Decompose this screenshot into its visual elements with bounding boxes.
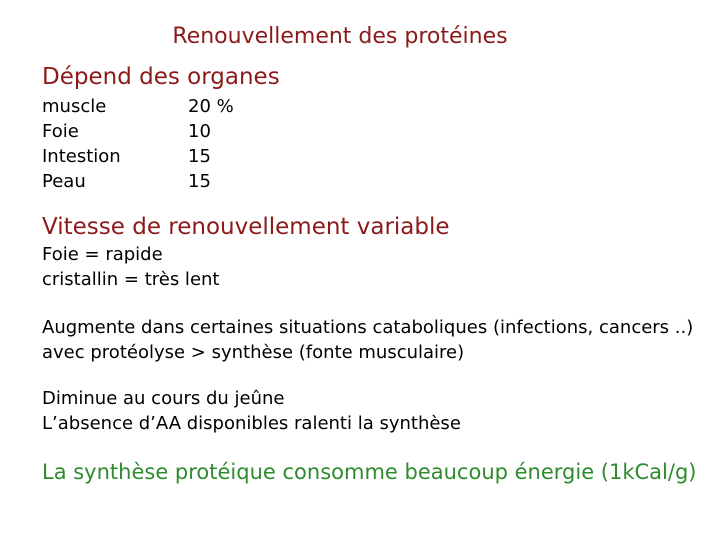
increase-block: [42, 315, 693, 365]
organs-heading: Dépend des organes: [42, 64, 280, 90]
decrease-line: L’absence d’AA disponibles ralenti la synthèse: [42, 413, 461, 434]
increase-line: Augmente dans certaines situations cataboliques (infections, cancers ..): [42, 317, 694, 338]
organ-name: Peau: [42, 171, 86, 192]
organ-value: 20 %: [188, 96, 234, 117]
increase-line: avec protéolyse > synthèse (fonte musculaire): [42, 342, 465, 363]
organ-row: [42, 119, 302, 144]
slide-title: Renouvellement des protéines: [172, 24, 508, 49]
organ-row: [42, 94, 302, 119]
organ-value: 15: [188, 146, 211, 167]
organ-value: 10: [188, 121, 211, 142]
organ-name: muscle: [42, 96, 107, 117]
organ-value: 15: [188, 171, 211, 192]
speed-line: Foie = rapide: [42, 244, 163, 265]
organ-name: Foie: [42, 121, 79, 142]
organ-row: [42, 144, 302, 169]
speed-heading: Vitesse de renouvellement variable: [42, 214, 450, 240]
organ-name: Intestion: [42, 146, 121, 167]
speed-line: cristallin = très lent: [42, 269, 220, 290]
decrease-block: [42, 386, 461, 436]
speed-block: [42, 242, 219, 292]
decrease-line: Diminue au cours du jeûne: [42, 388, 285, 409]
conclusion-text: La synthèse protéique consomme beaucoup énergie (1kCal/g): [42, 460, 697, 484]
organ-row: [42, 169, 302, 194]
